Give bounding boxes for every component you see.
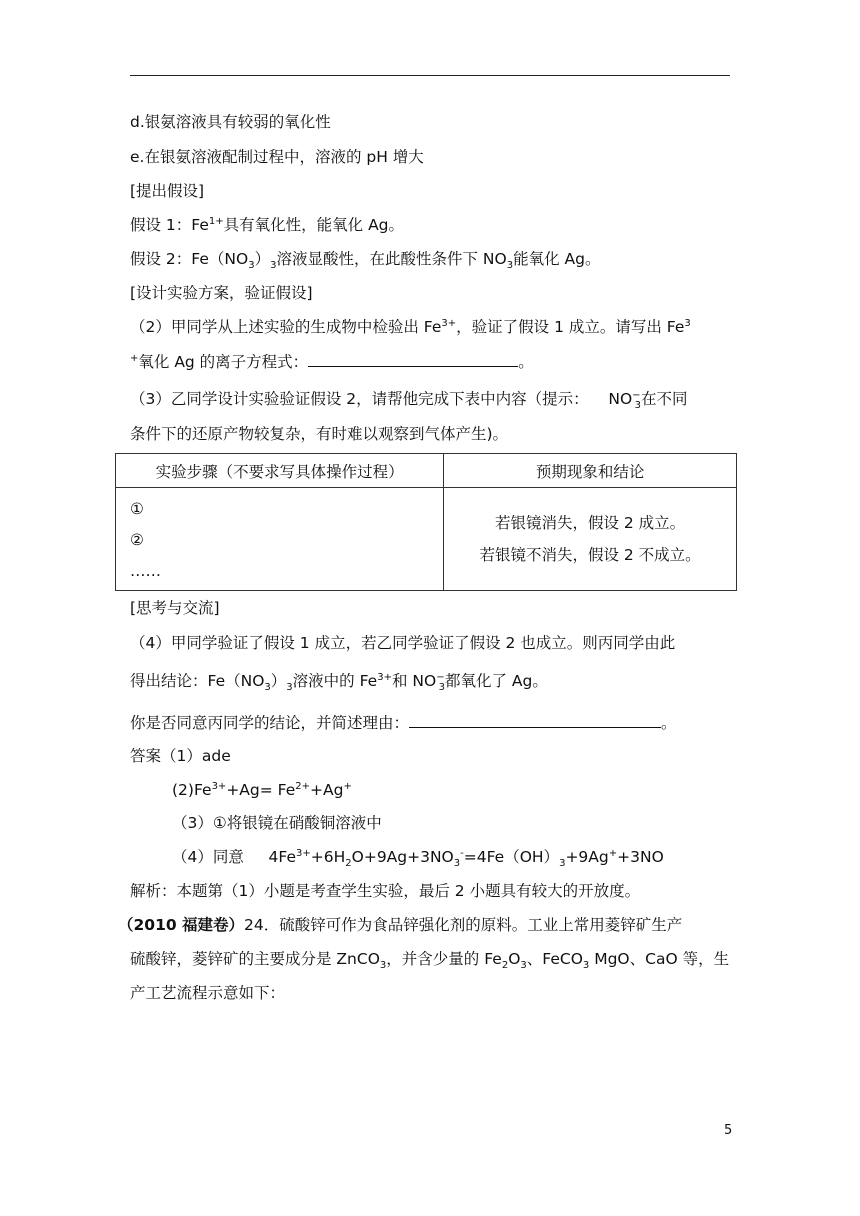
step-1: ① <box>130 500 144 518</box>
question-4-line1: （4）甲同学验证了假设 1 成立，若乙同学验证了假设 2 也成立。则丙同学由此 <box>130 634 676 652</box>
text-line-e: e.在银氨溶液配制过程中，溶液的 pH 增大 <box>130 148 424 166</box>
section-discussion: [思考与交流] <box>130 599 220 617</box>
result-2: 若银镜不消失，假设 2 不成立。 <box>479 546 701 564</box>
experiment-table <box>115 453 737 591</box>
problem-24-line2: 硫酸锌，菱锌矿的主要成分是 ZnCO$_3$，并含少量的 $Fe_2O_3$、FeCO$_3$ MgO、CaO 等，生 <box>130 950 730 972</box>
header-rule <box>130 75 730 76</box>
step-more: …… <box>130 562 161 580</box>
question-3-line1: （3）乙同学设计实验验证假设 2，请帮他完成下表中内容（提示： $NO^-_3$在不同 <box>130 389 688 412</box>
result-1: 若银镜消失，假设 2 成立。 <box>494 514 686 532</box>
table-header-steps: 实验步骤（不要求写具体操作过程） <box>116 454 444 488</box>
page-number: 5 <box>724 1123 733 1138</box>
table-steps-cell <box>116 488 444 591</box>
question-2-line1: （2）甲同学从上述实验的生成物中检验出 $Fe^{3+}$，验证了假设 1 成立。请写出 Fe$^3$ <box>130 317 691 336</box>
analysis-line: 解析：本题第（1）小题是考查学生实验，最后 2 小题具有较大的开放度。 <box>130 882 641 900</box>
text-line-d: d.银氨溶液具有较弱的氧化性 <box>130 113 331 131</box>
answer-4: （4）同意 $4Fe^{3+}+6H_2O+9Ag+3NO_3^-=4Fe(OH)_3+9Ag^++3NO$ <box>172 847 664 870</box>
problem-24-line1: （2010 福建卷）24．硫酸锌可作为食品锌强化剂的原料。工业上常用菱锌矿生产 <box>118 916 683 934</box>
question-3-line2: 条件下的还原产物较复杂，有时难以观察到气体产生)。 <box>130 425 509 443</box>
hypothesis-2: 假设 2：$Fe(NO_3)_3$溶液显酸性，在此酸性条件下 $NO_3$能氧化 Ag。 <box>130 250 601 272</box>
question-2-line2: +氧化 Ag 的离子方程式： 。 <box>130 352 534 371</box>
section-design: [设计实验方案，验证假设] <box>130 284 313 302</box>
problem-24-line3: 产工艺流程示意如下： <box>130 984 286 1002</box>
step-2: ② <box>130 531 144 549</box>
question-4-line2: 得出结论：$Fe(NO_3)_3$溶液中的 $Fe^{3+}$和 $NO^-_3$都氧化了 Ag。 <box>130 671 548 694</box>
answer-2: $(2)Fe^{3+}+Ag= Fe^{2+}+Ag^+$ <box>172 780 352 799</box>
answer-blank-2 <box>308 351 518 367</box>
answer-blank-4 <box>409 712 661 728</box>
table-header-results: 预期现象和结论 <box>444 454 737 488</box>
section-hypothesis: [提出假设] <box>130 182 205 200</box>
question-4-line3: 你是否同意丙同学的结论，并简述理由： 。 <box>130 714 677 732</box>
answer-3: （3）①将银镜在硝酸铜溶液中 <box>172 814 382 832</box>
hypothesis-1: 假设 1：$Fe^{1+}$具有氧化性，能氧化 Ag。 <box>130 215 405 234</box>
table-results-cell <box>444 488 737 591</box>
answer-1: 答案（1）ade <box>130 747 231 765</box>
